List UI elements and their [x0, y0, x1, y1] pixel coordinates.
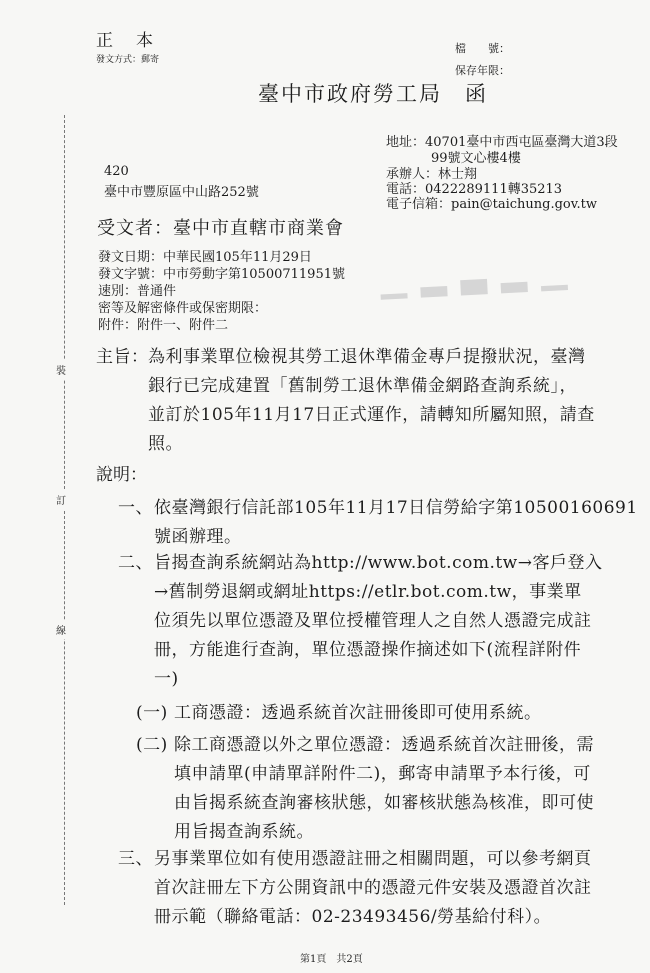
- recipient: 受文者：臺中市直轄市商業會: [97, 218, 344, 239]
- item-line: 冊示範（聯絡電話：02-23493456/勞基給付科）。: [154, 907, 552, 927]
- subitem-number: (一): [136, 703, 168, 723]
- bleed-through-mark: ▁▂▃▂▁: [379, 249, 582, 301]
- explanation-subitem-2: [136, 731, 636, 851]
- sender-address-line2: 99號文心樓4樓: [431, 151, 521, 166]
- attachments: 附件：附件一、附件二: [98, 318, 229, 333]
- sender-handler: 承辦人：林士翔: [386, 167, 478, 182]
- explanation-label: 說明：: [96, 465, 147, 485]
- item-line: 另事業單位如有使用憑證註冊之相關問題，可以參考網頁: [154, 849, 592, 869]
- item-line: 一): [154, 669, 179, 689]
- binding-mark-zhuang: 裝: [56, 360, 66, 379]
- item-line: →舊制勞退網或網址https://etlr.bot.com.tw，事業單: [154, 582, 582, 602]
- binding-mark-ding: 訂: [56, 490, 66, 509]
- document-title: 臺中市政府勞工局 函: [258, 82, 488, 106]
- item-line: 首次註冊左下方公開資訊中的憑證元件安裝及憑證首次註: [154, 878, 592, 898]
- binding-line: [64, 115, 65, 905]
- subitem-number: (二): [136, 735, 168, 755]
- item-line: 依臺灣銀行信託部105年11月17日信勞給字第10500160691: [154, 498, 638, 518]
- item-line: 冊，方能進行查詢，單位憑證操作摘述如下(流程詳附件: [154, 640, 582, 660]
- issue-date: 發文日期：中華民國105年11月29日: [98, 250, 312, 265]
- issue-number: 發文字號：中市勞動字第10500711951號: [98, 267, 345, 282]
- subitem-line: 除工商憑證以外之單位憑證：透過系統首次註冊後，需: [174, 735, 594, 755]
- subitem-line: 工商憑證：透過系統首次註冊後即可使用系統。: [174, 703, 542, 723]
- explanation-item-3: [118, 845, 638, 935]
- subitem-line: 填申請單(申請單詳附件二)，郵寄申請單予本行後，可: [174, 764, 591, 784]
- item-line: 號函辦理。: [154, 527, 242, 547]
- secrecy-level: 密等及解密條件或保密期限：: [98, 301, 268, 316]
- sender-email: 電子信箱：pain@taichung.gov.tw: [386, 197, 598, 212]
- copy-mark: 正 本: [96, 31, 156, 51]
- subject-text: [148, 343, 595, 459]
- item-number: 二、: [118, 553, 153, 573]
- explanation-item-2: [118, 549, 638, 699]
- subject-line: 照。: [148, 434, 183, 454]
- subject-label: 主旨：: [96, 347, 149, 367]
- subitem-line: 用旨揭查詢系統。: [174, 822, 314, 842]
- item-line: 位須先以單位憑證及單位授權管理人之自然人憑證完成註: [154, 611, 592, 631]
- item-number: 一、: [118, 498, 153, 518]
- subject-line: 並訂於105年11月17日正式運作，請轉知所屬知照，請查: [148, 405, 595, 425]
- subject-line: 銀行已完成建置「舊制勞工退休準備金網路查詢系統」，: [148, 376, 577, 396]
- explanation-subitem-1: [136, 699, 636, 729]
- retention-label: 保存年限：: [455, 64, 510, 77]
- binding-mark-xian: 線: [56, 620, 66, 639]
- subitem-line: 由旨揭系統查詢審核狀態，如審核狀態為核准，即可使: [174, 793, 594, 813]
- item-number: 三、: [118, 849, 153, 869]
- subject-line: 為利事業單位檢視其勞工退休準備金專戶提撥狀況，臺灣: [148, 347, 586, 367]
- sender-phone: 電話：0422289111轉35213: [386, 182, 563, 197]
- subject-section: [96, 343, 636, 463]
- recipient-street: 臺中市豐原區中山路252號: [104, 185, 259, 200]
- item-line: 旨揭查詢系統網站為http://www.bot.com.tw→客戶登入: [154, 553, 603, 573]
- page-number: 第1頁 共2頁: [300, 954, 363, 965]
- sender-address-line1: 地址：40701臺中市西屯區臺灣大道3段: [386, 135, 618, 150]
- file-number-label: 檔 號：: [455, 42, 510, 55]
- speed-class: 速別：普通件: [98, 284, 177, 299]
- send-method: 發文方式：郵寄: [96, 55, 160, 65]
- explanation-item-1: [118, 494, 638, 554]
- recipient-zip: 420: [104, 164, 129, 179]
